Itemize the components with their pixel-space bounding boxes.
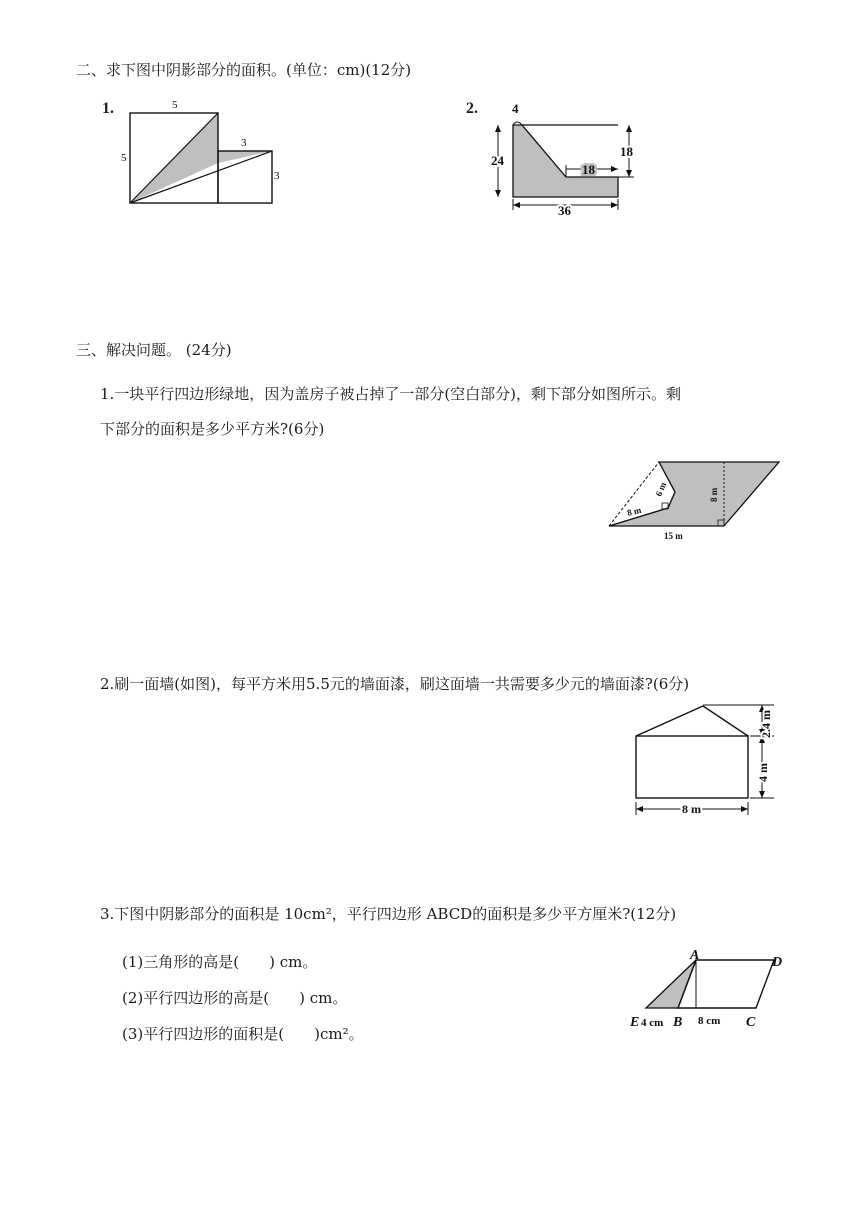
figure1-dim-top: 5 (172, 99, 178, 111)
section2-heading: 二、求下图中阴影部分的面积。(单位：cm)(12分) (76, 61, 412, 79)
figure2-dim-right: 18 (620, 144, 633, 159)
figure2-dim-bottom: 36 (558, 203, 571, 218)
figure2-label: 2. (466, 100, 478, 117)
question3-sub1: (1)三角形的高是( ) cm。 (122, 953, 318, 971)
question1-figure (604, 456, 784, 544)
question3-sub3: (3)平行四边形的面积是( )cm²。 (122, 1025, 364, 1043)
figure2-dim-inner: 18 (582, 162, 595, 177)
question3-shaded-triangle (646, 960, 696, 1008)
figure2-dim-left: 24 (491, 153, 504, 168)
question3-label-D: D (772, 955, 783, 970)
question1-dim-base: 15 m (664, 531, 683, 541)
question3-sub2: (2)平行四边形的高是( ) cm。 (122, 989, 348, 1007)
figure1-label: 1. (102, 100, 114, 117)
figure1-dim-right: 3 (274, 170, 280, 182)
question3-label-C: C (746, 1015, 756, 1030)
question3-dim-EB: 4 cm (641, 1017, 664, 1029)
question2-dim-wall: 4 m (756, 763, 770, 782)
question2-dim-roof: 2.4 m (759, 710, 773, 738)
question2-dim-width: 8 m (682, 802, 701, 816)
question3-label-E: E (630, 1015, 640, 1030)
question3-label-A: A (690, 948, 700, 963)
question3-label-B: B (673, 1015, 683, 1030)
question1-dim-a: 6 m (653, 480, 669, 498)
figure2-dim-top: 4 (512, 101, 519, 116)
figure1-dim-left: 5 (121, 152, 127, 164)
figure2-shaded-region (513, 125, 618, 197)
question1-dim-h: 8 m (709, 487, 719, 502)
question2-text: 2.刷一面墙(如图)，每平方米用5.5元的墙面漆，刷这面墙一共需要多少元的墙面漆?(6分) (100, 675, 690, 693)
figure1-dim-mid: 3 (241, 137, 247, 149)
question2-figure (628, 700, 788, 822)
question3-dim-BC: 8 cm (698, 1015, 721, 1027)
question1-line2: 下部分的面积是多少平方米?(6分) (100, 420, 325, 438)
question3-figure (626, 946, 796, 1036)
question3-text: 3.下图中阴影部分的面积是 10cm²，平行四边形 ABCD的面积是多少平方厘米?(12分) (100, 905, 677, 923)
figure2-diagram (488, 95, 648, 220)
question1-line1: 1.一块平行四边形绿地，因为盖房子被占掉了一部分(空白部分)，剩下部分如图所示。剩 (100, 385, 682, 403)
figure1-diagram (120, 95, 290, 215)
question1-dim-b: 8 m (626, 504, 643, 518)
section3-heading: 三、解决问题。 (24分) (76, 341, 232, 359)
